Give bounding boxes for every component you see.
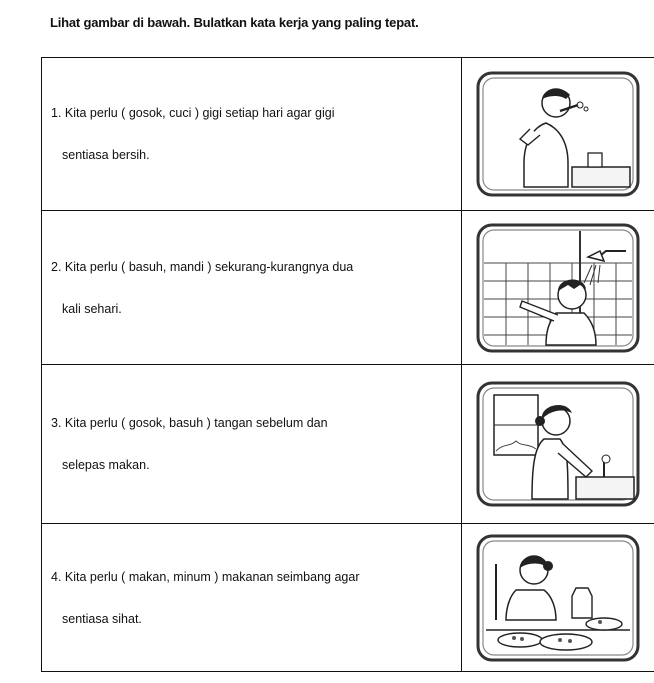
question-cell (42, 58, 462, 211)
question-line: 1. Kita perlu ( gosok, cuci ) gigi setiap hari agar gigi (51, 106, 335, 120)
picture-cell (462, 211, 654, 365)
question-line-continued: sentiasa sihat. (62, 611, 142, 626)
question-row (42, 211, 654, 365)
instruction-heading: Lihat gambar di bawah. Bulatkan kata kerja yang paling tepat. (50, 15, 419, 30)
picture-cell (462, 58, 654, 211)
picture-cell (462, 365, 654, 524)
question-line-continued: kali sehari. (62, 301, 122, 316)
question-line: 4. Kita perlu ( makan, minum ) makanan seimbang agar (51, 569, 360, 584)
question-text (42, 570, 461, 626)
question-cell (42, 365, 462, 524)
question-line-continued: sentiasa bersih. (62, 148, 150, 162)
question-line: 3. Kita perlu ( gosok, basuh ) tangan sebelum dan (51, 416, 328, 430)
question-row (42, 524, 654, 672)
brushing-teeth-illustration (476, 71, 640, 197)
question-row (42, 365, 654, 524)
worksheet-table (41, 57, 654, 672)
question-line-continued: selepas makan. (62, 458, 150, 472)
question-cell (42, 524, 462, 672)
question-cell (42, 211, 462, 365)
question-line: 2. Kita perlu ( basuh, mandi ) sekurang-kurangnya dua (51, 259, 354, 274)
question-text (42, 260, 461, 316)
question-text (42, 106, 461, 162)
washing-hands-illustration (476, 381, 640, 507)
showering-illustration (476, 223, 640, 353)
picture-cell (462, 524, 654, 672)
eating-meal-illustration (476, 534, 640, 662)
question-text (42, 416, 461, 472)
question-row (42, 58, 654, 211)
